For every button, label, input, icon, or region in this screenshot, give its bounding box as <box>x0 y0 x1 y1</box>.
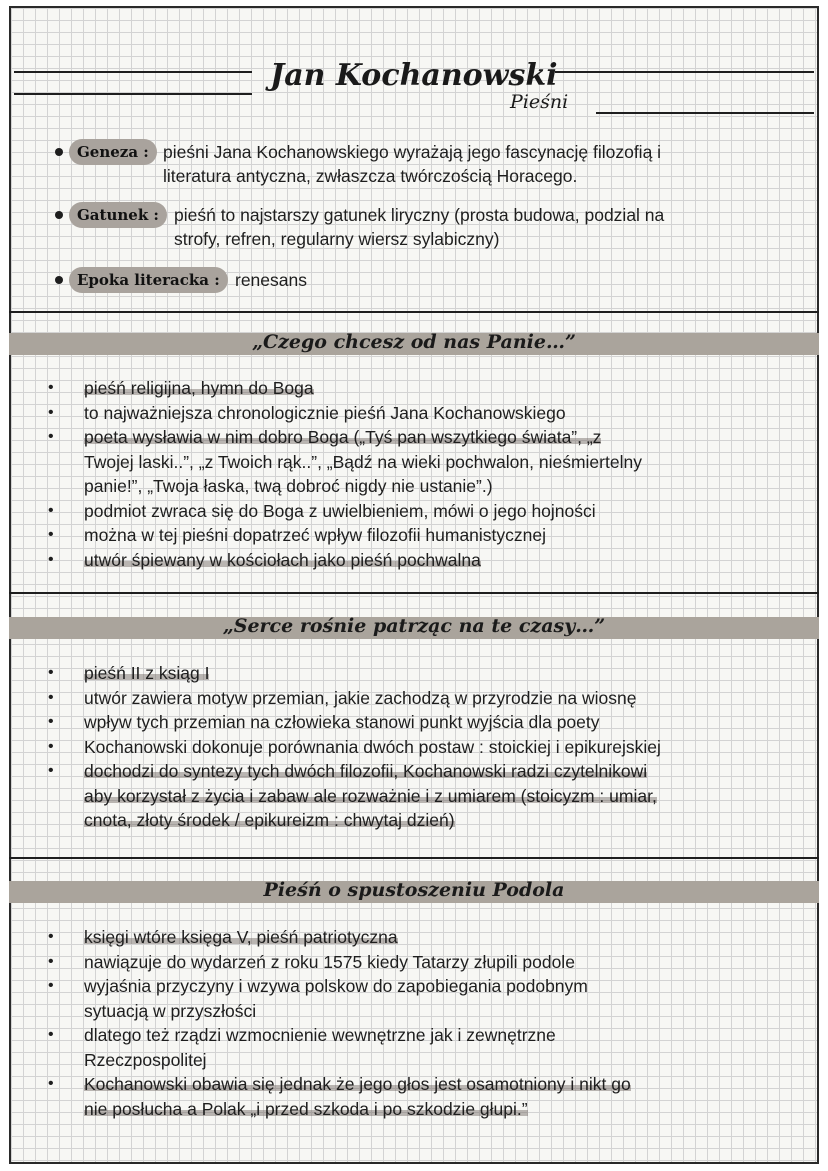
section-title: Pieśń o spustoszeniu Podola <box>263 879 565 901</box>
item-text: Kochanowski obawia się jednak że jego głos jest osamotniony i nikt go <box>84 1074 631 1094</box>
list-item <box>48 661 661 686</box>
bullet-icon <box>55 148 63 156</box>
list-item <box>48 401 642 426</box>
info-text: pieśń to najstarszy gatunek liryczny (prosta budowa, podzial na <box>174 205 665 225</box>
section-title: „Serce rośnie patrząc na te czasy…” <box>222 615 606 637</box>
item-text: można w tej pieśni dopatrzeć wpływ filozofii humanistycznej <box>84 525 547 545</box>
item-text: Twojej laski..”, „z Twoich rąk..”, „Bądź na wieki pochwalon, nieśmiertelny <box>84 451 642 472</box>
section-list <box>48 376 642 572</box>
section-title-band <box>9 617 819 639</box>
item-text: nawiązuje do wydarzeń z roku 1575 kiedy Tatarzy złupili podole <box>84 951 575 972</box>
list-item <box>48 686 661 711</box>
list-item <box>48 499 642 524</box>
item-text: pieśń II z ksiąg I <box>84 663 210 683</box>
item-text: księgi wtóre księga V, pieśń patriotyczna <box>84 927 398 947</box>
header-rule-left-top <box>14 71 252 73</box>
item-text: nie posłucha a Polak „i przed szkoda i po szkodzie głupi.” <box>84 1098 528 1119</box>
list-item <box>48 523 642 548</box>
item-text: pieśń religijna, hymn do Boga <box>84 378 314 398</box>
info-text: renesans <box>235 270 307 290</box>
header-rule-left-bottom <box>14 93 252 95</box>
info-text: literatura antyczna, zwłaszcza twórczością Horacego. <box>163 166 578 186</box>
item-text: podmiot zwraca się do Boga z uwielbieniem, mówi o jego hojności <box>84 500 596 521</box>
list-item <box>48 974 631 1023</box>
item-text: panie!”, „Twoja łaska, twą dobroć nigdy nie ustanie”.) <box>84 476 493 496</box>
item-text: aby korzystał z życia i zabaw ale rozważnie i z umiarem (stoicyzm : umiar, <box>84 785 657 806</box>
item-text: to najważniejsza chronologicznie pieśń Jana Kochanowskiego <box>84 402 566 423</box>
item-text: wpływ tych przemian na człowieka stanowi punkt wyjścia dla poety <box>84 712 600 732</box>
info-text: pieśni Jana Kochanowskiego wyrażają jego fascynację filozofią i <box>163 142 662 162</box>
list-item <box>48 1072 631 1121</box>
item-text: Rzeczpospolitej <box>84 1049 207 1070</box>
section-divider <box>9 311 819 313</box>
list-item <box>48 925 631 950</box>
item-text: wyjaśnia przyczyny i wzywa polskow do zapobiegania podobnym <box>84 976 588 996</box>
list-item <box>48 950 631 975</box>
info-label: Geneza : <box>69 139 157 165</box>
header-rule-right-bottom <box>596 112 814 114</box>
section-list <box>48 661 661 833</box>
item-text: dlatego też rządzi wzmocnienie wewnętrzne jak i zewnętrzne <box>84 1025 556 1045</box>
list-item <box>48 425 642 499</box>
list-item <box>48 759 661 833</box>
section-title-band <box>9 881 819 903</box>
item-text: dochodzi do syntezy tych dwóch filozofii, Kochanowski radzi czytelnikowi <box>84 761 648 781</box>
info-text: strofy, refren, regularny wiersz sylabiczny) <box>174 229 500 249</box>
item-text: utwór zawiera motyw przemian, jakie zachodzą w przyrodzie na wiosnę <box>84 687 637 708</box>
section-title-band <box>9 333 819 355</box>
item-text: Kochanowski dokonuje porównania dwóch postaw : stoickiej i epikurejskiej <box>84 736 661 757</box>
page-subtitle: Pieśni <box>510 91 569 113</box>
list-item <box>48 735 661 760</box>
list-item <box>48 376 642 401</box>
item-text: poeta wysławia w nim dobro Boga („Tyś pan wszytkiego świata”, „z <box>84 427 602 447</box>
list-item <box>48 710 661 735</box>
item-text: cnota, złoty środek / epikureizm : chwytaj dzień) <box>84 810 455 830</box>
header-rule-right-top <box>555 71 814 73</box>
list-item <box>48 548 642 573</box>
list-item <box>48 1023 631 1072</box>
bullet-icon <box>55 276 63 284</box>
section-list <box>48 925 631 1121</box>
page-title: Jan Kochanowski <box>270 58 558 93</box>
item-text: utwór śpiewany w kościołach jako pieśń pochwalna <box>84 549 481 570</box>
info-label: Gatunek : <box>69 202 167 228</box>
bullet-icon <box>55 211 63 219</box>
section-divider <box>9 592 819 594</box>
section-title: „Czego chcesz od nas Panie…” <box>252 331 576 353</box>
section-divider <box>9 857 819 859</box>
info-label: Epoka literacka : <box>69 267 228 293</box>
item-text: sytuacją w przyszłości <box>84 1000 257 1021</box>
